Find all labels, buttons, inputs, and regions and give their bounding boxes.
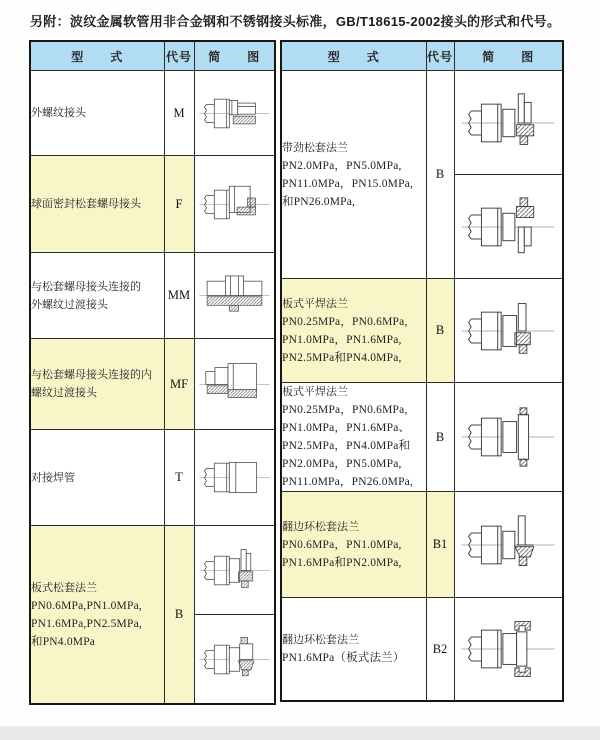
fitting-type-line: 对接焊管 bbox=[31, 471, 75, 484]
fitting-code: B2 bbox=[426, 598, 454, 702]
diagram-cell bbox=[454, 492, 563, 598]
fitting-type-line: 翻边环松套法兰 bbox=[282, 520, 359, 533]
fitting-type-line: PN0.25MPa，PN0.6MPa, bbox=[282, 404, 408, 416]
table-row bbox=[30, 526, 275, 705]
fitting-type-cell bbox=[281, 279, 426, 383]
fitting-type-cell bbox=[30, 339, 164, 430]
lapped-ring-loose-flange-b2-diagram bbox=[455, 598, 563, 700]
fitting-type-line: PN1.0MPa，PN1.6MPa, bbox=[282, 333, 402, 346]
fitting-type-line: 板式松套法兰 bbox=[31, 581, 97, 594]
fitting-type-line: 和PN26.0MPa, bbox=[282, 195, 356, 208]
fitting-type-line: 带劲松套法兰 bbox=[282, 141, 348, 154]
fitting-type-cell bbox=[30, 253, 164, 339]
fitting-type-line: PN2.5MPa和PN4.0MPa, bbox=[282, 351, 402, 364]
column-header-code: 代号 bbox=[164, 41, 194, 71]
diagram-cell bbox=[454, 383, 563, 492]
diagram-cell bbox=[454, 598, 563, 702]
fitting-type-cell bbox=[30, 526, 164, 705]
fitting-type-line: PN11.0MPa，PN26.0MPa, bbox=[282, 476, 414, 488]
plate-loose-flange-variant-2-diagram bbox=[195, 614, 275, 703]
diagram-cell bbox=[194, 156, 275, 253]
fitting-type-line: PN0.25MPa，PN0.6MPa, bbox=[282, 315, 408, 328]
diagram-cell bbox=[194, 253, 275, 339]
fitting-code: B bbox=[426, 71, 454, 279]
fitting-code: MM bbox=[164, 253, 194, 339]
fitting-type-line: PN2.0MPa，PN5.0MPa, bbox=[282, 159, 402, 172]
table-row bbox=[281, 279, 563, 383]
plate-weld-flange-variant-1-diagram bbox=[455, 279, 563, 382]
column-header-type: 型 式 bbox=[30, 41, 164, 71]
plate-weld-flange-variant-2-diagram bbox=[455, 383, 563, 491]
fitting-type-line: PN11.0MPa，PN15.0MPa, bbox=[282, 177, 414, 190]
page-bottom-strip bbox=[0, 726, 600, 740]
fitting-type-cell bbox=[281, 71, 426, 279]
column-header-code: 代号 bbox=[426, 41, 454, 71]
diagram-cell bbox=[194, 526, 275, 705]
fitting-type-line: 板式平焊法兰 bbox=[282, 386, 348, 398]
page-title: 另附：波纹金属软管用非合金钢和不锈钢接头标准，GB/T18615-2002接头的形式和代号。 bbox=[30, 14, 561, 29]
column-header-diagram: 简 图 bbox=[194, 41, 275, 71]
fitting-type-line: 与松套螺母接头连接的 bbox=[31, 280, 141, 293]
fitting-type-line: PN1.6MPa,PN2.5MPa, bbox=[31, 617, 142, 630]
fitting-type-line: 外螺纹接头 bbox=[31, 107, 86, 119]
table-row bbox=[281, 598, 563, 702]
fitting-code: M bbox=[164, 71, 194, 156]
table-row bbox=[30, 71, 275, 156]
column-header-type: 型 式 bbox=[281, 41, 426, 71]
fitting-type-cell bbox=[30, 71, 164, 156]
fitting-type-line: PN1.6MPa（板式法兰） bbox=[282, 652, 405, 664]
fitting-code: F bbox=[164, 156, 194, 253]
fitting-code: B bbox=[426, 383, 454, 492]
fitting-type-cell bbox=[30, 430, 164, 526]
fitting-type-line: 板式平焊法兰 bbox=[282, 297, 348, 310]
fitting-type-line: 翻边环松套法兰 bbox=[282, 634, 359, 646]
plate-loose-flange-variant-1-diagram bbox=[195, 526, 275, 614]
table-row bbox=[30, 156, 275, 253]
diagram-cell bbox=[454, 71, 563, 279]
fitting-type-line: 球面密封松套螺母接头 bbox=[31, 198, 141, 210]
fitting-type-line: PN2.0MPa，PN5.0MPa, bbox=[282, 458, 402, 470]
fitting-code: B bbox=[426, 279, 454, 383]
fitting-type-cell bbox=[281, 383, 426, 492]
fitting-type-line: PN1.6MPa和PN2.0MPa, bbox=[282, 556, 402, 569]
table-row bbox=[281, 71, 563, 279]
fitting-type-cell bbox=[281, 492, 426, 598]
diagram-cell bbox=[194, 339, 275, 430]
fitting-type-line: 和PN4.0MPa bbox=[31, 635, 96, 648]
table-row bbox=[30, 253, 275, 339]
fitting-type-line: PN0.6MPa,PN1.0MPa, bbox=[31, 599, 142, 612]
table-row bbox=[281, 383, 563, 492]
male-thread-fitting-diagram bbox=[195, 71, 275, 155]
fitting-code: B1 bbox=[426, 492, 454, 598]
diagram-cell bbox=[194, 71, 275, 156]
fitting-type-line: 与松套螺母接头连接的内 bbox=[31, 369, 152, 381]
fitting-type-cell bbox=[281, 598, 426, 702]
fitting-type-line: 外螺纹过渡接头 bbox=[31, 298, 108, 311]
lapped-ring-loose-flange-b1-diagram bbox=[455, 492, 563, 597]
fitting-type-line: PN1.0MPa，PN1.6MPa、 bbox=[282, 422, 411, 434]
table-row bbox=[30, 430, 275, 526]
fitting-table-left bbox=[29, 40, 276, 705]
table-row bbox=[281, 492, 563, 598]
fitting-code: T bbox=[164, 430, 194, 526]
neck-loose-flange-variant-2-diagram bbox=[455, 174, 563, 278]
fitting-code: B bbox=[164, 526, 194, 705]
spherical-seal-loose-nut-fitting-diagram bbox=[195, 156, 275, 252]
male-male-adapter-diagram bbox=[195, 253, 275, 338]
fitting-type-line: PN0.6MPa，PN1.0MPa, bbox=[282, 538, 402, 551]
table-row bbox=[30, 339, 275, 430]
diagram-cell bbox=[454, 279, 563, 383]
fitting-type-line: PN2.5MPa，PN4.0MPa和 bbox=[282, 440, 411, 452]
fitting-code: MF bbox=[164, 339, 194, 430]
neck-loose-flange-variant-1-diagram bbox=[455, 71, 563, 174]
fitting-type-line: 螺纹过渡接头 bbox=[31, 387, 97, 399]
fitting-table-right bbox=[280, 40, 564, 702]
butt-weld-pipe-diagram bbox=[195, 430, 275, 525]
male-female-adapter-diagram bbox=[195, 339, 275, 429]
column-header-diagram: 简 图 bbox=[454, 41, 563, 71]
diagram-cell bbox=[194, 430, 275, 526]
fitting-type-cell bbox=[30, 156, 164, 253]
